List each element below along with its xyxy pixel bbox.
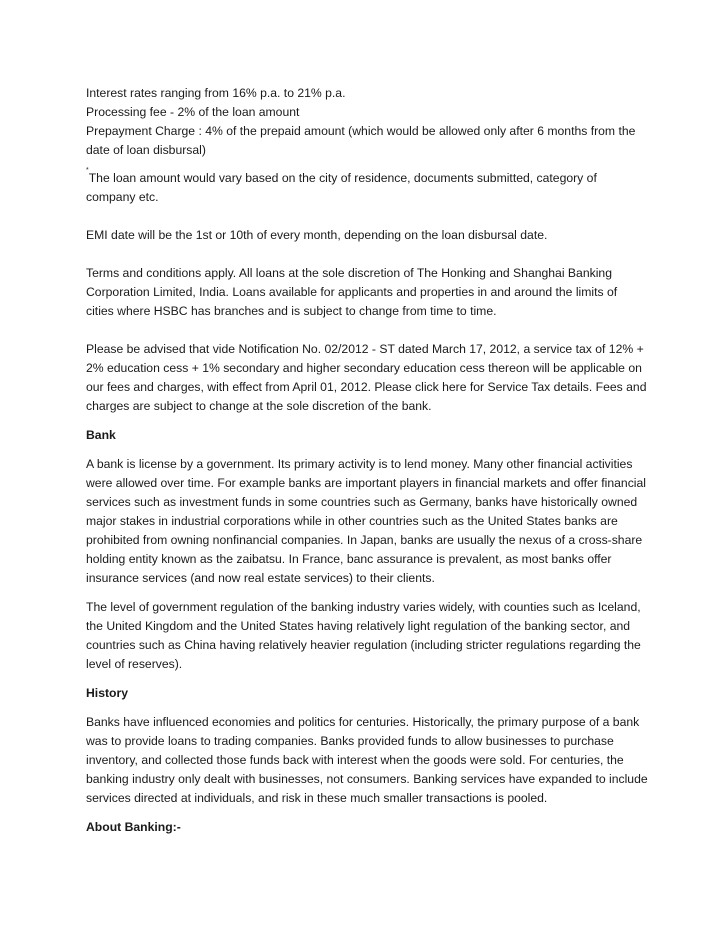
history-paragraph: Banks have influenced economies and politics for centuries. Historically, the primary purpose of a bank was to provide loans to trading companies. Banks provided funds to allow businesses to purchase inventory, and collected those funds back with interest when the goods were sold. For centuries, the banking industry only dealt with businesses, not consumers. Banking services have expanded to include services directed at individuals, and risk in these much smaller transactions is pooled. (86, 715, 648, 805)
terms-line-2: Corporation Limited, India. Loans available for applicants and properties in and around the limits of (86, 285, 618, 299)
terms-line-3: cities where HSBC has branches and is subject to change from time to time. (86, 304, 497, 318)
note-line-1: The loan amount would vary based on the city of residence, documents submitted, category of (88, 171, 597, 185)
bank-paragraph-2: The level of government regulation of the banking industry varies widely, with counties such as Iceland, the United Kingdom and the United States having relatively light regulation of the banking sector, and countries such as China having relatively heavier regulation (including stricter regulations regarding the level of reserves). (86, 600, 641, 671)
footnote-marker: * (86, 167, 89, 174)
tax-line-4: charges are subject to change at the sole discretion of the bank. (86, 399, 432, 413)
loan-amount-note (86, 169, 646, 207)
history-heading: History (86, 686, 128, 700)
document-page (86, 84, 646, 837)
terms-paragraph (86, 264, 646, 321)
bank-heading: Bank (86, 428, 116, 442)
service-tax-paragraph (86, 340, 646, 416)
emi-paragraph (86, 226, 646, 245)
prepayment-charge-line: Prepayment Charge : 4% of the prepaid amount (which would be allowed only after 6 months from the (86, 124, 636, 138)
about-banking-heading: About Banking:- (86, 820, 181, 834)
note-line-2: company etc. (86, 190, 159, 204)
tax-line-2: 2% education cess + 1% secondary and higher secondary education cess thereon will be applicable on (86, 361, 642, 375)
bank-paragraph-1: A bank is license by a government. Its primary activity is to lend money. Many other financial activities were allowed over time. For example banks are important players in financial markets and offer financial services such as investment funds in some countries such as Germany, banks have historically owned major stakes in industrial corporations while in other countries such as the United States banks are prohibited from owning nonfinancial companies. In Japan, banks are usually the nexus of a cross-share holding entity known as the zaibatsu. In France, banc assurance is prevalent, as most banks offer insurance services (and now real estate services) to their clients. (86, 457, 646, 585)
tax-line-3: our fees and charges, with effect from April 01, 2012. Please click here for Service Tax details. Fees and (86, 380, 647, 394)
prepayment-charge-line-2: date of loan disbursal) (86, 143, 206, 157)
terms-line-1: Terms and conditions apply. All loans at the sole discretion of The Honking and Shanghai Banking (86, 266, 612, 280)
emi-line: EMI date will be the 1st or 10th of every month, depending on the loan disbursal date. (86, 228, 548, 242)
interest-rate-line: Interest rates ranging from 16% p.a. to 21% p.a. (86, 86, 346, 100)
fees-paragraph (86, 84, 646, 160)
tax-line-1: Please be advised that vide Notification No. 02/2012 - ST dated March 17, 2012, a service tax of 12% + (86, 342, 644, 356)
processing-fee-line: Processing fee - 2% of the loan amount (86, 105, 300, 119)
